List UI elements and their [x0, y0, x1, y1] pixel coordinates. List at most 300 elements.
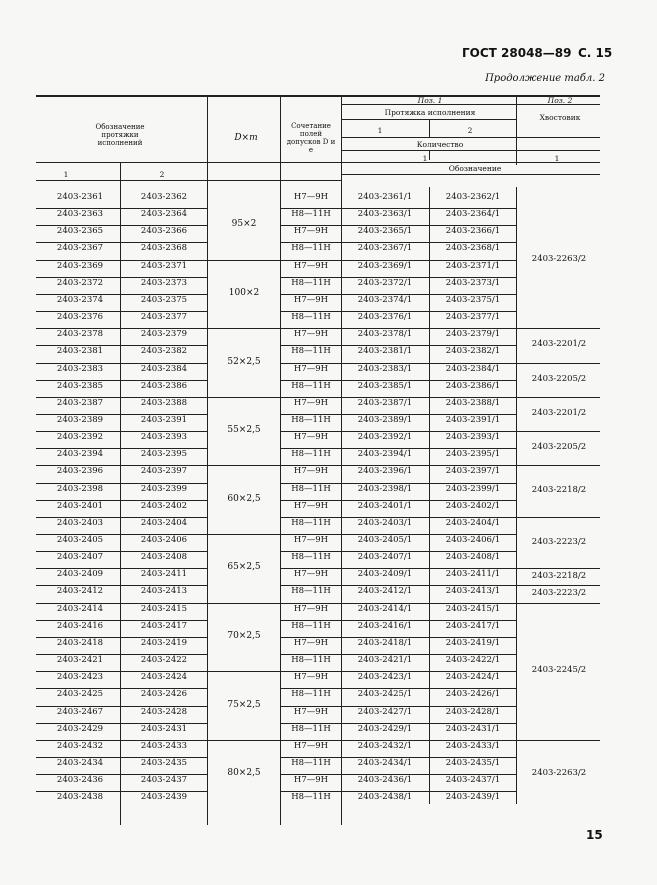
shank-rule	[516, 585, 600, 586]
row-rule	[280, 620, 516, 621]
designation-1: 2403-2381	[56, 346, 104, 357]
dxm-cell: 55×2,5	[227, 425, 261, 436]
broach-2-designation: 2403-2437/1	[445, 775, 501, 786]
row-rule	[280, 431, 516, 432]
broach-2-designation: 2403-2428/1	[445, 706, 501, 717]
designation-1: 2403-2385	[56, 380, 104, 391]
designation-2: 2403-2391	[140, 414, 188, 425]
row-rule	[280, 654, 516, 655]
broach-1-designation: 2403-2403/1	[357, 517, 413, 528]
row-rule	[280, 311, 516, 312]
row-rule	[280, 277, 516, 278]
broach-2-designation: 2403-2433/1	[445, 740, 501, 751]
designation-2: 2403-2386	[140, 380, 188, 391]
designation-1: 2403-2383	[56, 363, 104, 374]
row-rule	[280, 517, 516, 518]
row-rule	[280, 465, 516, 466]
row-rule	[36, 637, 207, 638]
table-continuation: Продолжение табл. 2	[485, 73, 605, 84]
broach-2-designation: 2403-2415/1	[445, 603, 501, 614]
designation-2: 2403-2402	[140, 500, 188, 511]
standard-code: ГОСТ 28048—89	[462, 46, 572, 60]
broach-2-designation: 2403-2379/1	[445, 329, 501, 340]
designation-1: 2403-2416	[56, 620, 104, 631]
designation-1: 2403-2396	[56, 466, 104, 477]
designation-1: 2403-2392	[56, 432, 104, 443]
header-rule	[341, 174, 600, 175]
dxm-cell: 95×2	[231, 219, 257, 230]
tolerance-cell: H8—11H	[291, 277, 331, 288]
broach-2-designation: 2403-2417/1	[445, 620, 501, 631]
tolerance-cell: H8—11H	[291, 689, 331, 700]
col-divider	[429, 187, 430, 804]
broach-2-designation: 2403-2375/1	[445, 294, 501, 305]
row-rule	[280, 294, 516, 295]
row-rule	[280, 483, 516, 484]
shank-cell: 2403-2218/2	[531, 570, 587, 581]
designation-1: 2403-2412	[56, 586, 104, 597]
broach-2-designation: 2403-2411/1	[445, 569, 501, 580]
broach-2-designation: 2403-2397/1	[445, 466, 501, 477]
broach-1-designation: 2403-2401/1	[357, 500, 413, 511]
broach-2-designation: 2403-2366/1	[445, 226, 501, 237]
tolerance-cell: H7—9H	[293, 500, 329, 511]
row-rule	[280, 448, 516, 449]
broach-2-designation: 2403-2384/1	[445, 363, 501, 374]
row-rule	[36, 397, 207, 398]
quantity-header: Количество	[416, 140, 464, 149]
row-rule	[280, 568, 516, 569]
broach-2-designation: 2403-2395/1	[445, 449, 501, 460]
dxm-cell: 75×2,5	[227, 699, 261, 710]
designation-2: 2403-2362	[140, 192, 188, 202]
broach-1-designation: 2403-2416/1	[357, 620, 413, 631]
dxm-cell: 60×2,5	[227, 493, 261, 504]
designation-1: 2403-2409	[56, 569, 104, 580]
broach-exec-sub-2: 2	[467, 126, 473, 135]
tolerance-cell: H8—11H	[291, 655, 331, 666]
row-rule	[280, 397, 516, 398]
broach-1-designation: 2403-2394/1	[357, 449, 413, 460]
header-rule	[341, 150, 600, 151]
broach-2-designation: 2403-2388/1	[445, 397, 501, 408]
designation-2: 2403-2368	[140, 243, 188, 254]
designation-1: 2403-2363	[56, 209, 104, 220]
broach-1-designation: 2403-2383/1	[357, 363, 413, 374]
designation-1: 2403-2394	[56, 449, 104, 460]
dxm-cell: 65×2,5	[227, 562, 261, 573]
row-rule	[36, 603, 207, 604]
col-designation-sub-2: 2	[159, 170, 165, 179]
page-label: С. 15	[578, 46, 613, 60]
designation-2: 2403-2428	[140, 706, 188, 717]
row-rule	[36, 380, 207, 381]
tolerance-cell: H8—11H	[291, 483, 331, 494]
row-rule	[280, 671, 516, 672]
designation-1: 2403-2432	[56, 740, 104, 751]
designation-2: 2403-2382	[140, 346, 188, 357]
row-rule	[280, 706, 516, 707]
broach-1-designation: 2403-2372/1	[357, 277, 413, 288]
row-rule	[36, 414, 207, 415]
page-number: 15	[586, 828, 603, 842]
broach-2-designation: 2403-2424/1	[445, 672, 501, 683]
designation-2: 2403-2404	[140, 517, 188, 528]
tolerance-cell: H8—11H	[291, 380, 331, 391]
shank-cell: 2403-2201/2	[531, 407, 587, 418]
row-rule	[36, 723, 207, 724]
broach-1-designation: 2403-2374/1	[357, 294, 413, 305]
broach-1-designation: 2403-2432/1	[357, 740, 413, 751]
col-tolerance-header: Сочетание полей допусков D и e	[286, 122, 336, 154]
tolerance-cell: H8—11H	[291, 209, 331, 220]
row-rule	[36, 620, 207, 621]
broach-exec-header: Протяжка исполнения	[384, 108, 476, 117]
tolerance-cell: H8—11H	[291, 723, 331, 734]
row-rule	[280, 603, 516, 604]
tolerance-cell: H7—9H	[293, 192, 329, 202]
shank-rule	[516, 328, 600, 329]
broach-2-designation: 2403-2377/1	[445, 312, 501, 323]
row-rule	[36, 791, 207, 792]
row-rule	[36, 311, 207, 312]
row-rule	[36, 225, 207, 226]
broach-2-designation: 2403-2393/1	[445, 432, 501, 443]
designation-2: 2403-2388	[140, 397, 188, 408]
designation-2: 2403-2366	[140, 226, 188, 237]
quantity-sub-1: 1	[422, 154, 428, 163]
row-rule	[280, 534, 516, 535]
shank-rule	[516, 363, 600, 364]
designation-2: 2403-2395	[140, 449, 188, 460]
broach-1-designation: 2403-2398/1	[357, 483, 413, 494]
broach-2-designation: 2403-2419/1	[445, 637, 501, 648]
broach-1-designation: 2403-2376/1	[357, 312, 413, 323]
shank-rule	[516, 740, 600, 741]
designation-1: 2403-2369	[56, 260, 104, 271]
broach-2-designation: 2403-2391/1	[445, 414, 501, 425]
row-rule	[36, 551, 207, 552]
broach-1-designation: 2403-2369/1	[357, 260, 413, 271]
row-rule	[280, 637, 516, 638]
designation-1: 2403-2438	[56, 792, 104, 803]
designation-2: 2403-2375	[140, 294, 188, 305]
designation-1: 2403-2421	[56, 655, 104, 666]
broach-2-designation: 2403-2362/1	[445, 192, 501, 202]
designation-2: 2403-2439	[140, 792, 188, 803]
tolerance-cell: H8—11H	[291, 243, 331, 254]
broach-1-designation: 2403-2409/1	[357, 569, 413, 580]
broach-1-designation: 2403-2365/1	[357, 226, 413, 237]
designation-2: 2403-2413	[140, 586, 188, 597]
broach-2-designation: 2403-2386/1	[445, 380, 501, 391]
broach-1-designation: 2403-2427/1	[357, 706, 413, 717]
row-rule	[36, 585, 207, 586]
header-rule	[341, 137, 600, 138]
designation-2: 2403-2373	[140, 277, 188, 288]
tolerance-cell: H7—9H	[293, 397, 329, 408]
broach-1-designation: 2403-2429/1	[357, 723, 413, 734]
designation-1: 2403-2434	[56, 757, 104, 768]
row-rule	[280, 688, 516, 689]
row-rule	[280, 363, 516, 364]
tolerance-cell: H7—9H	[293, 740, 329, 751]
broach-1-designation: 2403-2396/1	[357, 466, 413, 477]
broach-2-designation: 2403-2373/1	[445, 277, 501, 288]
group-rule	[207, 603, 280, 604]
col-designation-sub-1: 1	[63, 170, 69, 179]
broach-1-designation: 2403-2361/1	[357, 192, 413, 202]
header-rule	[36, 180, 341, 181]
designation-1: 2403-2405	[56, 535, 104, 545]
row-rule	[36, 277, 207, 278]
shank-cell: 2403-2263/2	[531, 253, 587, 264]
broach-1-designation: 2403-2405/1	[357, 535, 413, 545]
dxm-cell: 80×2,5	[227, 768, 261, 779]
broach-2-designation: 2403-2364/1	[445, 209, 501, 220]
row-rule	[36, 328, 207, 329]
designation-2: 2403-2437	[140, 775, 188, 786]
broach-2-designation: 2403-2422/1	[445, 655, 501, 666]
broach-2-designation: 2403-2431/1	[445, 723, 501, 734]
broach-2-designation: 2403-2408/1	[445, 552, 501, 563]
broach-1-designation: 2403-2392/1	[357, 432, 413, 443]
tolerance-cell: H8—11H	[291, 792, 331, 803]
broach-1-designation: 2403-2407/1	[357, 552, 413, 563]
tolerance-cell: H7—9H	[293, 775, 329, 786]
tolerance-cell: H8—11H	[291, 346, 331, 357]
shank-header: Хвостовик	[539, 113, 581, 122]
group-rule	[207, 740, 280, 741]
shank-rule	[516, 397, 600, 398]
group-rule	[207, 671, 280, 672]
pos2-header: Поз. 2	[547, 96, 573, 105]
shank-cell: 2403-2205/2	[531, 442, 587, 453]
row-rule	[280, 757, 516, 758]
designation-1: 2403-2365	[56, 226, 104, 237]
row-rule	[36, 568, 207, 569]
designation-1: 2403-2387	[56, 397, 104, 408]
broach-1-designation: 2403-2434/1	[357, 757, 413, 768]
designation-2: 2403-2393	[140, 432, 188, 443]
tolerance-cell: H8—11H	[291, 449, 331, 460]
row-rule	[36, 483, 207, 484]
tolerance-cell: H7—9H	[293, 466, 329, 477]
designation-1: 2403-2378	[56, 329, 104, 340]
pos1-header: Поз. 1	[417, 96, 443, 105]
shank-cell: 2403-2263/2	[531, 768, 587, 779]
broach-2-designation: 2403-2371/1	[445, 260, 501, 271]
tolerance-cell: H7—9H	[293, 603, 329, 614]
dxm-cell: 70×2,5	[227, 630, 261, 641]
row-rule	[36, 688, 207, 689]
tolerance-cell: H8—11H	[291, 757, 331, 768]
dxm-cell: 100×2	[228, 287, 260, 298]
designation-1: 2403-2372	[56, 277, 104, 288]
col-divider	[516, 187, 517, 804]
designation-2: 2403-2415	[140, 603, 188, 614]
shank-cell: 2403-2205/2	[531, 373, 587, 384]
shank-cell: 2403-2218/2	[531, 485, 587, 496]
row-rule	[36, 517, 207, 518]
tolerance-cell: H7—9H	[293, 432, 329, 443]
col-divider	[120, 162, 121, 825]
designation-1: 2403-2367	[56, 243, 104, 254]
tolerance-cell: H7—9H	[293, 294, 329, 305]
shank-rule	[516, 568, 600, 569]
tolerance-cell: H8—11H	[291, 552, 331, 563]
tolerance-cell: H7—9H	[293, 706, 329, 717]
shank-cell: 2403-2245/2	[531, 665, 587, 676]
row-rule	[36, 706, 207, 707]
tolerance-cell: H8—11H	[291, 586, 331, 597]
broach-1-designation: 2403-2414/1	[357, 603, 413, 614]
group-rule	[207, 465, 280, 466]
row-rule	[280, 414, 516, 415]
broach-1-designation: 2403-2425/1	[357, 689, 413, 700]
tolerance-cell: H7—9H	[293, 363, 329, 374]
broach-2-designation: 2403-2406/1	[445, 535, 501, 545]
row-rule	[280, 585, 516, 586]
designation-2: 2403-2417	[140, 620, 188, 631]
broach-2-designation: 2403-2426/1	[445, 689, 501, 700]
col-designation-header: Обозначение протяжки исполнений	[95, 123, 145, 147]
row-rule	[36, 208, 207, 209]
row-rule	[36, 448, 207, 449]
shank-rule	[516, 431, 600, 432]
tolerance-cell: H8—11H	[291, 312, 331, 323]
designation-1: 2403-2467	[56, 706, 104, 717]
broach-1-designation: 2403-2387/1	[357, 397, 413, 408]
broach-1-designation: 2403-2385/1	[357, 380, 413, 391]
broach-1-designation: 2403-2378/1	[357, 329, 413, 340]
broach-1-designation: 2403-2421/1	[357, 655, 413, 666]
designation-1: 2403-2414	[56, 603, 104, 614]
row-rule	[280, 208, 516, 209]
broach-2-designation: 2403-2435/1	[445, 757, 501, 768]
designation-2: 2403-2379	[140, 329, 188, 340]
group-rule	[207, 397, 280, 398]
tolerance-cell: H7—9H	[293, 569, 329, 580]
designation-2: 2403-2406	[140, 535, 188, 545]
row-rule	[280, 242, 516, 243]
group-rule	[207, 328, 280, 329]
designation-1: 2403-2429	[56, 723, 104, 734]
broach-1-designation: 2403-2418/1	[357, 637, 413, 648]
quantity-sub-2: 1	[554, 154, 560, 163]
row-rule	[36, 242, 207, 243]
row-rule	[36, 260, 207, 261]
col-divider	[280, 95, 281, 825]
broach-exec-sub-1: 1	[377, 126, 383, 135]
col-divider	[429, 119, 430, 137]
row-rule	[280, 380, 516, 381]
row-rule	[36, 465, 207, 466]
broach-1-designation: 2403-2423/1	[357, 672, 413, 683]
row-rule	[280, 328, 516, 329]
designation-2: 2403-2397	[140, 466, 188, 477]
row-rule	[280, 791, 516, 792]
designation-1: 2403-2401	[56, 500, 104, 511]
row-rule	[280, 551, 516, 552]
broach-1-designation: 2403-2436/1	[357, 775, 413, 786]
designation-1: 2403-2361	[56, 192, 104, 202]
tolerance-cell: H7—9H	[293, 226, 329, 237]
row-rule	[36, 534, 207, 535]
tolerance-cell: H7—9H	[293, 672, 329, 683]
designation-1: 2403-2398	[56, 483, 104, 494]
designation-1: 2403-2418	[56, 637, 104, 648]
broach-2-designation: 2403-2382/1	[445, 346, 501, 357]
row-rule	[36, 671, 207, 672]
row-rule	[36, 500, 207, 501]
tolerance-cell: H7—9H	[293, 637, 329, 648]
row-rule	[280, 740, 516, 741]
broach-1-designation: 2403-2381/1	[357, 346, 413, 357]
tolerance-cell: H7—9H	[293, 329, 329, 340]
designation-2: 2403-2424	[140, 672, 188, 683]
designation-1: 2403-2389	[56, 414, 104, 425]
row-rule	[36, 294, 207, 295]
col-divider	[207, 95, 208, 825]
row-rule	[280, 345, 516, 346]
tolerance-cell: H7—9H	[293, 260, 329, 271]
row-rule	[36, 740, 207, 741]
designation-2: 2403-2431	[140, 723, 188, 734]
broach-2-designation: 2403-2413/1	[445, 586, 501, 597]
broach-2-designation: 2403-2439/1	[445, 792, 501, 803]
tolerance-cell: H8—11H	[291, 414, 331, 425]
dxm-cell: 52×2,5	[227, 356, 261, 367]
designation-2: 2403-2377	[140, 312, 188, 323]
shank-cell: 2403-2201/2	[531, 339, 587, 350]
row-rule	[36, 431, 207, 432]
designation-1: 2403-2403	[56, 517, 104, 528]
row-rule	[280, 225, 516, 226]
group-rule	[207, 260, 280, 261]
designation-1: 2403-2407	[56, 552, 104, 563]
row-rule	[280, 723, 516, 724]
designation-1: 2403-2425	[56, 689, 104, 700]
designation-2: 2403-2364	[140, 209, 188, 220]
designation-2: 2403-2408	[140, 552, 188, 563]
shank-rule	[516, 603, 600, 604]
col-divider	[516, 95, 517, 165]
designation-1: 2403-2376	[56, 312, 104, 323]
designation-1: 2403-2374	[56, 294, 104, 305]
broach-2-designation: 2403-2399/1	[445, 483, 501, 494]
broach-1-designation: 2403-2363/1	[357, 209, 413, 220]
broach-2-designation: 2403-2404/1	[445, 517, 501, 528]
tolerance-cell: H8—11H	[291, 517, 331, 528]
designation-header: Обозначение	[448, 164, 502, 173]
row-rule	[36, 774, 207, 775]
designation-2: 2403-2433	[140, 740, 188, 751]
tolerance-cell: H7—9H	[293, 535, 329, 545]
broach-2-designation: 2403-2402/1	[445, 500, 501, 511]
group-rule	[207, 534, 280, 535]
col-dxm-header: D×m	[234, 133, 258, 143]
shank-rule	[516, 517, 600, 518]
row-rule	[36, 345, 207, 346]
row-rule	[280, 774, 516, 775]
broach-1-designation: 2403-2367/1	[357, 243, 413, 254]
designation-2: 2403-2399	[140, 483, 188, 494]
row-rule	[36, 757, 207, 758]
broach-1-designation: 2403-2438/1	[357, 792, 413, 803]
shank-cell: 2403-2223/2	[531, 588, 587, 599]
designation-2: 2403-2419	[140, 637, 188, 648]
